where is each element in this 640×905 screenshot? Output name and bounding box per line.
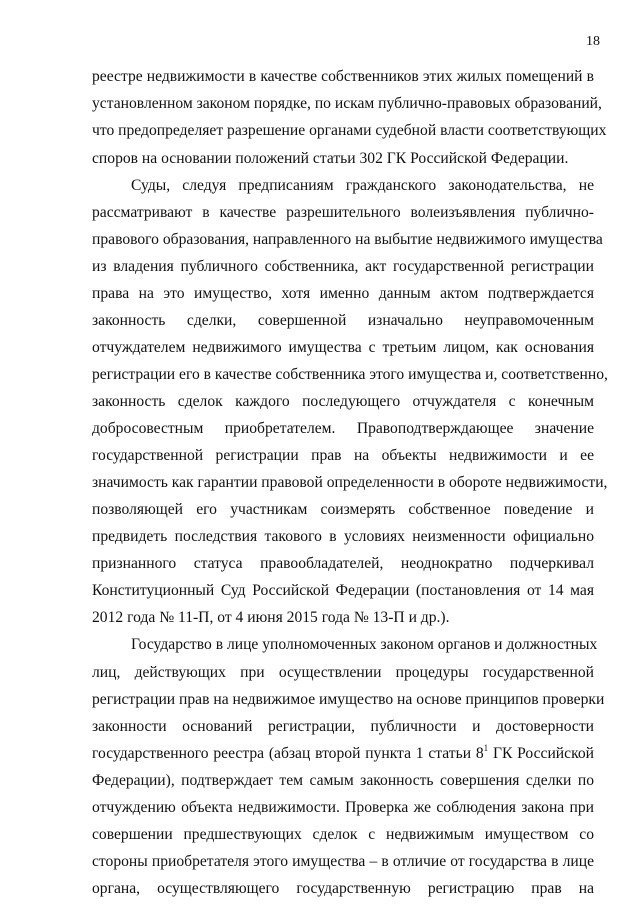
- text-line: стороны приобретателя этого имущества – в отличие от государства в лице: [92, 853, 594, 870]
- text-line: отчуждателем недвижимого имущества с третьим лицом, как основания: [92, 339, 594, 356]
- text-line: из владения публичного собственника, акт государственной регистрации: [92, 258, 594, 275]
- text-line: законность сделок каждого последующего отчуждателя с конечным: [92, 393, 594, 410]
- text-line: 2012 года № 11-П, от 4 июня 2015 года № 13-П и др.).: [92, 609, 450, 626]
- text-run: ГК Российской: [488, 745, 594, 762]
- text-line: установленном законом порядке, по искам публично-правовых образований,: [92, 95, 602, 112]
- text-line: что предопределяет разрешение органами судебной власти соответствующих: [92, 122, 607, 139]
- text-line: законность сделки, совершенной изначально неуправомоченным: [92, 312, 594, 329]
- text-line: совершении предшествующих сделок с недвижимым имуществом со: [92, 826, 594, 843]
- superscript: 1: [483, 743, 489, 753]
- text-line: лиц, действующих при осуществлении процедуры государственной: [92, 664, 594, 681]
- text-run: государственного реестра (абзац второй пункта 1 статьи 8: [92, 745, 484, 762]
- text-line: государственной регистрации прав на объекты недвижимости и ее: [92, 447, 594, 464]
- text-line: признанного статуса правообладателей, неоднократно подчеркивал: [92, 555, 594, 572]
- text-line: Суды, следуя предписаниям гражданского законодательства, не: [131, 177, 594, 194]
- text-line: регистрации его в качестве собственника этого имущества и, соответственно,: [92, 366, 608, 383]
- text-line: Федерации), подтверждает тем самым законность совершения сделки по: [92, 772, 594, 789]
- text-line: регистрации прав на недвижимое имущество на основе принципов проверки: [92, 691, 605, 708]
- text-line: Государство в лице уполномоченных законом органов и должностных: [131, 636, 598, 653]
- text-line: реестре недвижимости в качестве собственников этих жилых помещений в: [92, 68, 594, 85]
- text-line: права на это имущество, хотя именно данным актом подтверждается: [92, 285, 594, 302]
- page-number: 18: [586, 34, 600, 49]
- text-line: Конституционный Суд Российской Федерации (постановления от 14 мая: [92, 582, 594, 599]
- text-line: [92, 744, 594, 764]
- text-line: позволяющей его участникам соизмерять собственное поведение и: [92, 501, 594, 518]
- text-line: правового образования, направленного на выбытие недвижимого имущества: [92, 231, 603, 248]
- text-line: предвидеть последствия такового в условиях неизменности официально: [92, 528, 594, 545]
- text-line: отчуждению объекта недвижимости. Проверка же соблюдения закона при: [92, 799, 594, 816]
- text-line: споров на основании положений статьи 302 ГК Российской Федерации.: [92, 150, 569, 167]
- text-line: органа, осуществляющего государственную регистрацию прав на: [92, 880, 594, 897]
- text-line: добросовестным приобретателем. Правоподтверждающее значение: [92, 420, 594, 437]
- text-line: рассматривают в качестве разрешительного волеизъявления публично-: [92, 204, 594, 221]
- text-line: законности оснований регистрации, публичности и достоверности: [92, 718, 594, 735]
- text-line: значимость как гарантии правовой определенности в обороте недвижимости,: [92, 474, 608, 491]
